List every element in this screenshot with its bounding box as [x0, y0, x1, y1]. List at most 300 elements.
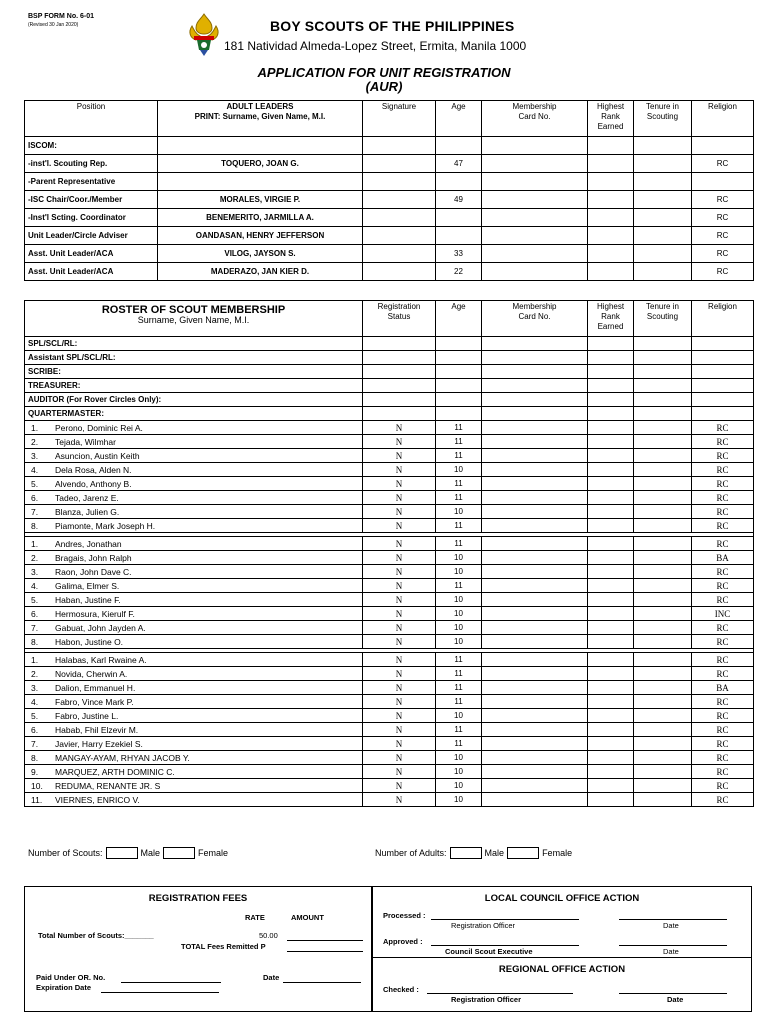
scout-name-cell[interactable]	[25, 537, 363, 551]
leader-age[interactable]	[436, 227, 482, 245]
leader-card-no[interactable]	[482, 245, 588, 263]
scout-name-cell[interactable]	[25, 551, 363, 565]
scout-tenure[interactable]	[634, 681, 692, 695]
leader-age[interactable]	[436, 209, 482, 227]
scout-age[interactable]: 10	[436, 607, 482, 621]
leader-name[interactable]: VILOG, JAYSON S.	[158, 245, 363, 263]
scout-age[interactable]: 11	[436, 681, 482, 695]
leader-signature[interactable]	[363, 245, 436, 263]
leader-religion[interactable]: RC	[692, 155, 754, 173]
leader-tenure[interactable]	[634, 227, 692, 245]
scout-religion[interactable]: RC	[692, 593, 754, 607]
scout-card-no[interactable]	[482, 551, 588, 565]
scout-name-cell[interactable]	[25, 565, 363, 579]
scout-tenure[interactable]	[634, 737, 692, 751]
expiration-date-line[interactable]	[101, 992, 219, 993]
scout-status[interactable]: N	[363, 519, 436, 533]
officer-field[interactable]	[588, 393, 634, 407]
leader-rank[interactable]	[588, 137, 634, 155]
scout-name-cell[interactable]	[25, 635, 363, 649]
scout-name-cell[interactable]	[25, 449, 363, 463]
scout-religion[interactable]: RC	[692, 565, 754, 579]
leader-religion[interactable]: RC	[692, 263, 754, 281]
scout-status[interactable]: N	[363, 463, 436, 477]
scout-age[interactable]: 10	[436, 793, 482, 807]
scout-age[interactable]: 11	[436, 653, 482, 667]
scout-card-no[interactable]	[482, 519, 588, 533]
scout-name-cell[interactable]	[25, 607, 363, 621]
scout-status[interactable]: N	[363, 779, 436, 793]
scout-tenure[interactable]	[634, 667, 692, 681]
officer-field[interactable]	[482, 351, 588, 365]
scout-age[interactable]: 10	[436, 635, 482, 649]
scout-card-no[interactable]	[482, 695, 588, 709]
scout-tenure[interactable]	[634, 491, 692, 505]
scout-tenure[interactable]	[634, 421, 692, 435]
scout-name-cell[interactable]	[25, 723, 363, 737]
scout-tenure[interactable]	[634, 607, 692, 621]
scout-status[interactable]: N	[363, 751, 436, 765]
scout-rank[interactable]	[588, 477, 634, 491]
scout-tenure[interactable]	[634, 435, 692, 449]
scout-tenure[interactable]	[634, 551, 692, 565]
scout-card-no[interactable]	[482, 779, 588, 793]
scout-rank[interactable]	[588, 449, 634, 463]
scout-male-box[interactable]	[106, 847, 138, 859]
leader-tenure[interactable]	[634, 137, 692, 155]
processed-line[interactable]	[431, 919, 579, 920]
officer-field[interactable]	[634, 365, 692, 379]
scout-tenure[interactable]	[634, 653, 692, 667]
scout-rank[interactable]	[588, 607, 634, 621]
scout-tenure[interactable]	[634, 449, 692, 463]
scout-card-no[interactable]	[482, 635, 588, 649]
leader-tenure[interactable]	[634, 245, 692, 263]
scout-status[interactable]: N	[363, 723, 436, 737]
scout-status[interactable]: N	[363, 667, 436, 681]
leader-card-no[interactable]	[482, 155, 588, 173]
leader-card-no[interactable]	[482, 209, 588, 227]
scout-name-cell[interactable]	[25, 435, 363, 449]
scout-status[interactable]: N	[363, 435, 436, 449]
scout-religion[interactable]: RC	[692, 435, 754, 449]
officer-field[interactable]	[692, 351, 754, 365]
officer-label[interactable]: TREASURER:	[25, 379, 363, 393]
officer-field[interactable]	[634, 379, 692, 393]
scout-tenure[interactable]	[634, 709, 692, 723]
leader-name[interactable]: BENEMERITO, JARMILLA A.	[158, 209, 363, 227]
officer-label[interactable]: SPL/SCL/RL:	[25, 337, 363, 351]
leader-religion[interactable]	[692, 173, 754, 191]
scout-rank[interactable]	[588, 519, 634, 533]
scout-card-no[interactable]	[482, 681, 588, 695]
leader-religion[interactable]: RC	[692, 245, 754, 263]
scout-rank[interactable]	[588, 551, 634, 565]
scout-status[interactable]: N	[363, 449, 436, 463]
leader-signature[interactable]	[363, 173, 436, 191]
scout-name-cell[interactable]	[25, 765, 363, 779]
scout-age[interactable]: 10	[436, 505, 482, 519]
officer-field[interactable]	[436, 379, 482, 393]
officer-field[interactable]	[482, 393, 588, 407]
scout-card-no[interactable]	[482, 793, 588, 807]
leader-rank[interactable]	[588, 191, 634, 209]
scout-name-cell[interactable]	[25, 709, 363, 723]
scout-rank[interactable]	[588, 463, 634, 477]
leader-tenure[interactable]	[634, 263, 692, 281]
officer-field[interactable]	[634, 393, 692, 407]
scout-religion[interactable]: RC	[692, 519, 754, 533]
scout-tenure[interactable]	[634, 463, 692, 477]
or-number-line[interactable]	[121, 982, 221, 983]
officer-field[interactable]	[482, 379, 588, 393]
leader-card-no[interactable]	[482, 173, 588, 191]
scout-card-no[interactable]	[482, 723, 588, 737]
officer-label[interactable]: AUDITOR (For Rover Circles Only):	[25, 393, 363, 407]
leader-rank[interactable]	[588, 227, 634, 245]
scout-religion[interactable]: RC	[692, 667, 754, 681]
scout-status[interactable]: N	[363, 607, 436, 621]
scout-card-no[interactable]	[482, 593, 588, 607]
officer-field[interactable]	[436, 407, 482, 421]
scout-religion[interactable]: RC	[692, 653, 754, 667]
leader-card-no[interactable]	[482, 227, 588, 245]
leader-age[interactable]: 33	[436, 245, 482, 263]
officer-field[interactable]	[436, 337, 482, 351]
scout-tenure[interactable]	[634, 635, 692, 649]
leader-card-no[interactable]	[482, 137, 588, 155]
scout-status[interactable]: N	[363, 793, 436, 807]
scout-age[interactable]: 11	[436, 667, 482, 681]
scout-name-cell[interactable]	[25, 491, 363, 505]
scout-religion[interactable]: RC	[692, 737, 754, 751]
amount-line[interactable]	[287, 940, 363, 941]
scout-rank[interactable]	[588, 723, 634, 737]
officer-field[interactable]	[436, 393, 482, 407]
scout-name-cell[interactable]	[25, 779, 363, 793]
officer-field[interactable]	[588, 379, 634, 393]
scout-religion[interactable]: RC	[692, 449, 754, 463]
leader-age[interactable]: 22	[436, 263, 482, 281]
scout-name-cell[interactable]	[25, 519, 363, 533]
scout-status[interactable]: N	[363, 695, 436, 709]
scout-tenure[interactable]	[634, 779, 692, 793]
scout-status[interactable]: N	[363, 737, 436, 751]
scout-name-cell[interactable]	[25, 667, 363, 681]
scout-rank[interactable]	[588, 635, 634, 649]
scout-age[interactable]: 11	[436, 579, 482, 593]
leader-signature[interactable]	[363, 227, 436, 245]
officer-field[interactable]	[692, 365, 754, 379]
officer-field[interactable]	[588, 365, 634, 379]
scout-card-no[interactable]	[482, 667, 588, 681]
officer-label[interactable]: Assistant SPL/SCL/RL:	[25, 351, 363, 365]
scout-rank[interactable]	[588, 593, 634, 607]
scout-religion[interactable]: INC	[692, 607, 754, 621]
scout-religion[interactable]: RC	[692, 477, 754, 491]
scout-tenure[interactable]	[634, 593, 692, 607]
adult-female-box[interactable]	[507, 847, 539, 859]
leader-card-no[interactable]	[482, 263, 588, 281]
scout-age[interactable]: 10	[436, 751, 482, 765]
scout-card-no[interactable]	[482, 435, 588, 449]
scout-card-no[interactable]	[482, 421, 588, 435]
scout-religion[interactable]: RC	[692, 709, 754, 723]
scout-rank[interactable]	[588, 765, 634, 779]
leader-tenure[interactable]	[634, 155, 692, 173]
scout-age[interactable]: 11	[436, 449, 482, 463]
scout-status[interactable]: N	[363, 505, 436, 519]
scout-age[interactable]: 11	[436, 519, 482, 533]
scout-status[interactable]: N	[363, 421, 436, 435]
scout-rank[interactable]	[588, 565, 634, 579]
scout-card-no[interactable]	[482, 653, 588, 667]
scout-tenure[interactable]	[634, 793, 692, 807]
leader-rank[interactable]	[588, 155, 634, 173]
leader-age[interactable]: 47	[436, 155, 482, 173]
scout-name-cell[interactable]	[25, 793, 363, 807]
officer-field[interactable]	[363, 337, 436, 351]
leader-name[interactable]	[158, 137, 363, 155]
scout-status[interactable]: N	[363, 477, 436, 491]
scout-religion[interactable]: RC	[692, 779, 754, 793]
scout-name-cell[interactable]	[25, 593, 363, 607]
scout-card-no[interactable]	[482, 607, 588, 621]
scout-card-no[interactable]	[482, 505, 588, 519]
scout-status[interactable]: N	[363, 551, 436, 565]
leader-rank[interactable]	[588, 209, 634, 227]
scout-name-cell[interactable]	[25, 505, 363, 519]
leader-tenure[interactable]	[634, 191, 692, 209]
leader-age[interactable]	[436, 137, 482, 155]
scout-age[interactable]: 11	[436, 435, 482, 449]
officer-field[interactable]	[634, 351, 692, 365]
scout-religion[interactable]: RC	[692, 463, 754, 477]
scout-age[interactable]: 11	[436, 421, 482, 435]
leader-religion[interactable]	[692, 137, 754, 155]
leader-age[interactable]: 49	[436, 191, 482, 209]
scout-name-cell[interactable]	[25, 653, 363, 667]
officer-field[interactable]	[436, 351, 482, 365]
scout-card-no[interactable]	[482, 463, 588, 477]
officer-field[interactable]	[482, 337, 588, 351]
leader-card-no[interactable]	[482, 191, 588, 209]
approved-line[interactable]	[431, 945, 579, 946]
scout-age[interactable]: 10	[436, 765, 482, 779]
scout-religion[interactable]: RC	[692, 621, 754, 635]
leader-name[interactable]: OANDASAN, HENRY JEFFERSON	[158, 227, 363, 245]
leader-name[interactable]: MORALES, VIRGIE P.	[158, 191, 363, 209]
scout-religion[interactable]: RC	[692, 695, 754, 709]
scout-religion[interactable]: RC	[692, 579, 754, 593]
checked-date-line[interactable]	[619, 993, 727, 994]
scout-rank[interactable]	[588, 505, 634, 519]
officer-field[interactable]	[588, 351, 634, 365]
scout-age[interactable]: 11	[436, 491, 482, 505]
scout-name-cell[interactable]	[25, 579, 363, 593]
scout-card-no[interactable]	[482, 579, 588, 593]
officer-field[interactable]	[692, 393, 754, 407]
officer-label[interactable]: SCRIBE:	[25, 365, 363, 379]
scout-religion[interactable]: BA	[692, 551, 754, 565]
scout-rank[interactable]	[588, 491, 634, 505]
scout-religion[interactable]: RC	[692, 537, 754, 551]
officer-field[interactable]	[363, 407, 436, 421]
scout-name-cell[interactable]	[25, 421, 363, 435]
leader-tenure[interactable]	[634, 173, 692, 191]
scout-age[interactable]: 11	[436, 723, 482, 737]
officer-field[interactable]	[692, 407, 754, 421]
scout-status[interactable]: N	[363, 621, 436, 635]
scout-card-no[interactable]	[482, 491, 588, 505]
scout-age[interactable]: 10	[436, 551, 482, 565]
scout-tenure[interactable]	[634, 621, 692, 635]
scout-status[interactable]: N	[363, 565, 436, 579]
officer-field[interactable]	[363, 365, 436, 379]
scout-name-cell[interactable]	[25, 751, 363, 765]
leader-signature[interactable]	[363, 191, 436, 209]
scout-rank[interactable]	[588, 737, 634, 751]
processed-date-line[interactable]	[619, 919, 727, 920]
scout-age[interactable]: 10	[436, 621, 482, 635]
scout-religion[interactable]: RC	[692, 635, 754, 649]
scout-card-no[interactable]	[482, 709, 588, 723]
leader-rank[interactable]	[588, 173, 634, 191]
scout-age[interactable]: 11	[436, 695, 482, 709]
scout-rank[interactable]	[588, 709, 634, 723]
scout-status[interactable]: N	[363, 635, 436, 649]
scout-card-no[interactable]	[482, 477, 588, 491]
officer-field[interactable]	[363, 393, 436, 407]
leader-signature[interactable]	[363, 137, 436, 155]
scout-status[interactable]: N	[363, 579, 436, 593]
scout-status[interactable]: N	[363, 593, 436, 607]
scout-religion[interactable]: RC	[692, 421, 754, 435]
leader-name[interactable]	[158, 173, 363, 191]
scout-religion[interactable]: RC	[692, 765, 754, 779]
scout-name-cell[interactable]	[25, 695, 363, 709]
scout-status[interactable]: N	[363, 681, 436, 695]
officer-field[interactable]	[482, 407, 588, 421]
scout-tenure[interactable]	[634, 723, 692, 737]
scout-tenure[interactable]	[634, 565, 692, 579]
scout-tenure[interactable]	[634, 537, 692, 551]
officer-field[interactable]	[692, 337, 754, 351]
scout-rank[interactable]	[588, 653, 634, 667]
scout-card-no[interactable]	[482, 565, 588, 579]
scout-name-cell[interactable]	[25, 681, 363, 695]
scout-tenure[interactable]	[634, 765, 692, 779]
officer-field[interactable]	[634, 407, 692, 421]
scout-age[interactable]: 11	[436, 537, 482, 551]
paid-date-line[interactable]	[283, 982, 361, 983]
scout-rank[interactable]	[588, 793, 634, 807]
leader-age[interactable]	[436, 173, 482, 191]
scout-rank[interactable]	[588, 537, 634, 551]
scout-name-cell[interactable]	[25, 621, 363, 635]
scout-religion[interactable]: RC	[692, 723, 754, 737]
officer-field[interactable]	[588, 407, 634, 421]
scout-female-box[interactable]	[163, 847, 195, 859]
scout-status[interactable]: N	[363, 491, 436, 505]
scout-age[interactable]: 10	[436, 463, 482, 477]
scout-tenure[interactable]	[634, 505, 692, 519]
scout-rank[interactable]	[588, 751, 634, 765]
scout-age[interactable]: 10	[436, 709, 482, 723]
scout-tenure[interactable]	[634, 519, 692, 533]
officer-field[interactable]	[482, 365, 588, 379]
leader-religion[interactable]: RC	[692, 209, 754, 227]
scout-rank[interactable]	[588, 579, 634, 593]
officer-field[interactable]	[634, 337, 692, 351]
scout-name-cell[interactable]	[25, 737, 363, 751]
scout-tenure[interactable]	[634, 751, 692, 765]
scout-religion[interactable]: RC	[692, 505, 754, 519]
scout-status[interactable]: N	[363, 765, 436, 779]
leader-rank[interactable]	[588, 245, 634, 263]
scout-rank[interactable]	[588, 695, 634, 709]
officer-field[interactable]	[692, 379, 754, 393]
scout-card-no[interactable]	[482, 537, 588, 551]
scout-card-no[interactable]	[482, 737, 588, 751]
officer-field[interactable]	[588, 337, 634, 351]
leader-religion[interactable]: RC	[692, 191, 754, 209]
leader-signature[interactable]	[363, 155, 436, 173]
officer-field[interactable]	[363, 379, 436, 393]
scout-religion[interactable]: BA	[692, 681, 754, 695]
scout-tenure[interactable]	[634, 579, 692, 593]
leader-religion[interactable]: RC	[692, 227, 754, 245]
scout-rank[interactable]	[588, 421, 634, 435]
scout-age[interactable]: 10	[436, 593, 482, 607]
scout-card-no[interactable]	[482, 751, 588, 765]
scout-age[interactable]: 11	[436, 737, 482, 751]
scout-rank[interactable]	[588, 621, 634, 635]
scout-card-no[interactable]	[482, 449, 588, 463]
leader-signature[interactable]	[363, 263, 436, 281]
scout-religion[interactable]: RC	[692, 751, 754, 765]
scout-rank[interactable]	[588, 667, 634, 681]
leader-rank[interactable]	[588, 263, 634, 281]
checked-line[interactable]	[427, 993, 573, 994]
scout-rank[interactable]	[588, 681, 634, 695]
scout-name-cell[interactable]	[25, 463, 363, 477]
leader-signature[interactable]	[363, 209, 436, 227]
scout-rank[interactable]	[588, 779, 634, 793]
scout-name-cell[interactable]	[25, 477, 363, 491]
leader-name[interactable]: TOQUERO, JOAN G.	[158, 155, 363, 173]
officer-field[interactable]	[363, 351, 436, 365]
scout-card-no[interactable]	[482, 621, 588, 635]
approved-date-line[interactable]	[619, 945, 727, 946]
scout-tenure[interactable]	[634, 695, 692, 709]
scout-age[interactable]: 11	[436, 477, 482, 491]
scout-tenure[interactable]	[634, 477, 692, 491]
scout-rank[interactable]	[588, 435, 634, 449]
scout-age[interactable]: 10	[436, 779, 482, 793]
scout-religion[interactable]: RC	[692, 491, 754, 505]
leader-tenure[interactable]	[634, 209, 692, 227]
officer-label[interactable]: QUARTERMASTER:	[25, 407, 363, 421]
scout-age[interactable]: 10	[436, 565, 482, 579]
scout-card-no[interactable]	[482, 765, 588, 779]
scout-religion[interactable]: RC	[692, 793, 754, 807]
officer-field[interactable]	[436, 365, 482, 379]
scout-status[interactable]: N	[363, 653, 436, 667]
scout-status[interactable]: N	[363, 709, 436, 723]
total-remitted-line[interactable]	[287, 951, 363, 952]
leader-name[interactable]: MADERAZO, JAN KIER D.	[158, 263, 363, 281]
